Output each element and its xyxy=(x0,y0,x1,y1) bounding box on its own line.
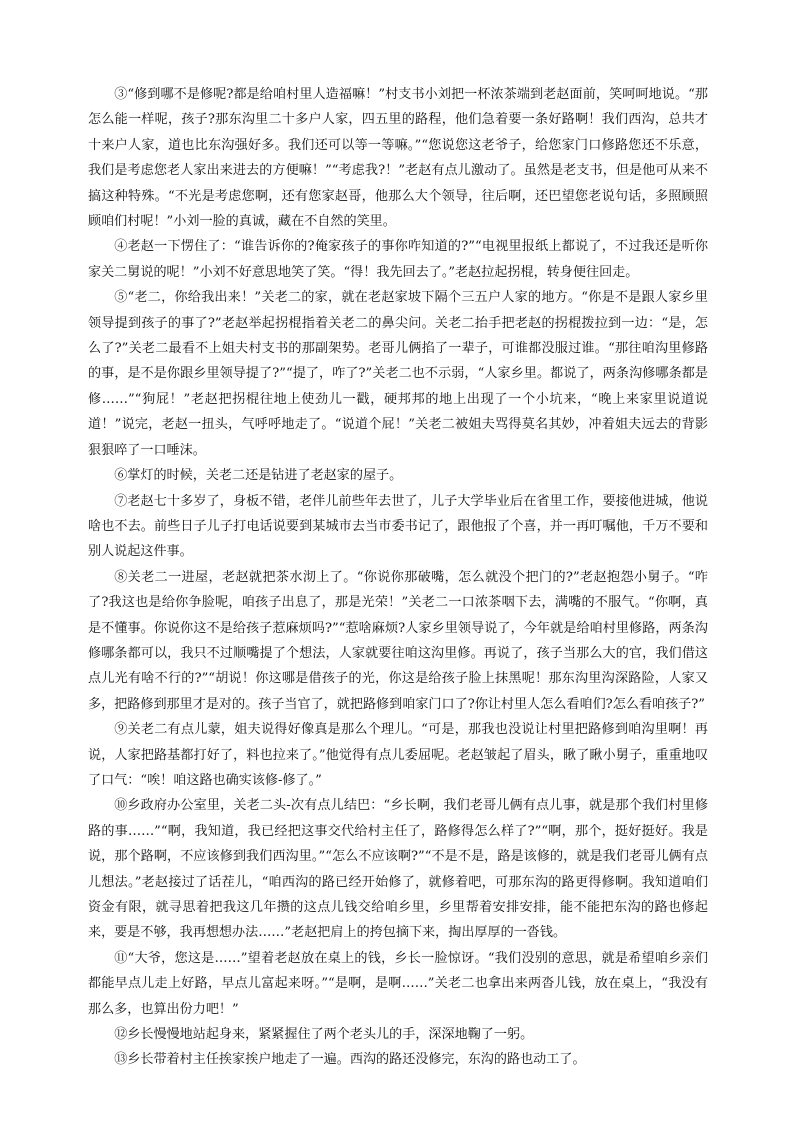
paragraph-7: ⑦老赵七十多岁了，身板不错，老伴儿前些年去世了，儿子大学毕业后在省里工作，要接他进城，他说啥也不去。前些日子儿子打电话说要到某城市去当市委书记了，跟他报了个喜，并一再叮嘱他，千万不要和别人说起这件事。 xyxy=(88,493,708,560)
paragraph-12: ⑫乡长慢慢地站起身来，紧紧握住了两个老头儿的手，深深地鞠了一躬。 xyxy=(114,1027,534,1043)
paragraph-8: ⑧关老二一进屋，老赵就把茶水沏上了。“你说你那破嘴，怎么就没个把门的?”老赵抱怨小舅子。“咋了?我这也是给你争脸呢，咱孩子出息了，那是光荣！”关老二一口浓茶咽下去，满嘴的不服气。“你啊，真是不懂事。你说你这不是给孩子惹麻烦吗?”“惹啥麻烦?人家乡里领导说了，今年就是给咱村里修路，两条沟修哪条都可以，我只不过顺嘴提了个想法，人家就要往咱这沟里修。再说了，孩子当那么大的官，我们借这点儿光有啥不行的?”“胡说！你这哪是借孩子的光，你这是给孩子脸上抹黑呢！那东沟里沟深路险，人家又多，把路修到那里才是对的。孩子当官了，就把路修到咱家门口了?你让村里人怎么看咱们?怎么看咱孩子?” xyxy=(88,569,708,712)
paragraph-4: ④老赵一下愣住了：“谁告诉你的?俺家孩子的事你咋知道的?”“电视里报纸上都说了，不过我还是听你家关二舅说的呢！”小刘不好意思地笑了笑。“得！我先回去了。”老赵拉起拐棍，转身便往回走。 xyxy=(88,239,708,280)
article-body xyxy=(88,82,708,1073)
paragraph-5: ⑤“老二，你给我出来！”关老二的家，就在老赵家坡下隔个三五户人家的地方。“你是不是跟人家乡里领导提到孩子的事了?”老赵举起拐棍指着关老二的鼻尖问。关老二抬手把老赵的拐棍拨拉到一边：“是，怎么了?”关老二最看不上姐夫村支书的那副架势。老哥儿俩掐了一辈子，可谁都没服过谁。“那往咱沟里修路的事，是不是你跟乡里领导提了?”“提了，咋了?”关老二也不示弱，“人家乡里。都说了，两条沟修哪条都是修……”“狗屁！”老赵把拐棍往地上使劲儿一戳，硬邦邦的地上出现了一个小坑来，“晚上来家里说道说道！”说完，老赵一扭头，气呼呼地走了。“说道个屁！”关老二被姐夫骂得莫名其妙，冲着姐夫远去的背影狠狠啐了一口唾沫。 xyxy=(88,290,708,458)
paragraph-11: ⑪“大爷，您这是……”望着老赵放在桌上的钱，乡长一脸惊讶。“我们没别的意思，就是希望咱乡亲们都能早点儿走上好路，早点儿富起来呀。”“是啊，是啊……”关老二也拿出来两沓儿钱，放在桌上，“我没有那么多，也算出份力吧！” xyxy=(88,950,708,1017)
paragraph-13: ⑬乡长带着村主任挨家挨户地走了一遍。西沟的路还没修完，东沟的路也动工了。 xyxy=(114,1052,586,1068)
paragraph-6: ⑥掌灯的时候，关老二还是钻进了老赵家的屋子。 xyxy=(114,468,403,484)
paragraph-3: ③“修到哪不是修呢?都是给咱村里人造福嘛！”村支书小刘把一杯浓茶端到老赵面前，笑呵呵地说。“那怎么能一样呢，孩子?那东沟里二十多户人家，四五里的路程，他们急着要一条好路啊！我们西沟，总共才十来户人家，道也比东沟强好多。我们还可以等一等嘛。”“您说您这老爷子，给您家门口修路您还不乐意，我们是考虑您老人家出来进去的方便嘛！”“考虑我?！”老赵有点儿激动了。虽然是老支书，但是他可从来不搞这种特殊。“不光是考虑您啊，还有您家赵哥，他那么大个领导，往后啊，还巴望您老说句话，多照顾照顾咱们村呢！”小刘一脸的真诚，藏在不自然的笑里。 xyxy=(88,87,708,230)
paragraph-9: ⑨关老二有点儿蒙，姐夫说得好像真是那么个理儿。“可是，那我也没说让村里把路修到咱沟里啊！再说，人家把路基都打好了，料也拉来了。”他觉得有点儿委屈呢。老赵皱起了眉头，瞅了瞅小舅子，重重地叹了口气：“唉！咱这路也确实该修-修了。” xyxy=(88,722,708,788)
paragraph-10: ⑩乡政府办公室里，关老二头-次有点儿结巴：“乡长啊，我们老哥儿俩有点儿事，就是那个我们村里修路的事……”“啊，我知道，我已经把这事交代给村主任了，路修得怎么样了?”“啊，那个，挺好挺好。我是说，那个路啊，不应该修到我们西沟里。”“怎么不应该啊?”“不是不是，路是该修的，就是我们老哥儿俩有点儿想法。”老赵接过了话茬儿，“咱西沟的路已经开始修了，就修着吧，可那东沟的路更得修啊。我知道咱们资金有限，就寻思着把我这几年攒的这点儿钱交给咱乡里，乡里帮着安排安排，能不能把东沟的路也修起来，要是不够，我再想想办法……”老赵把肩上的挎包摘下来，掏出厚厚的一沓钱。 xyxy=(88,798,708,941)
